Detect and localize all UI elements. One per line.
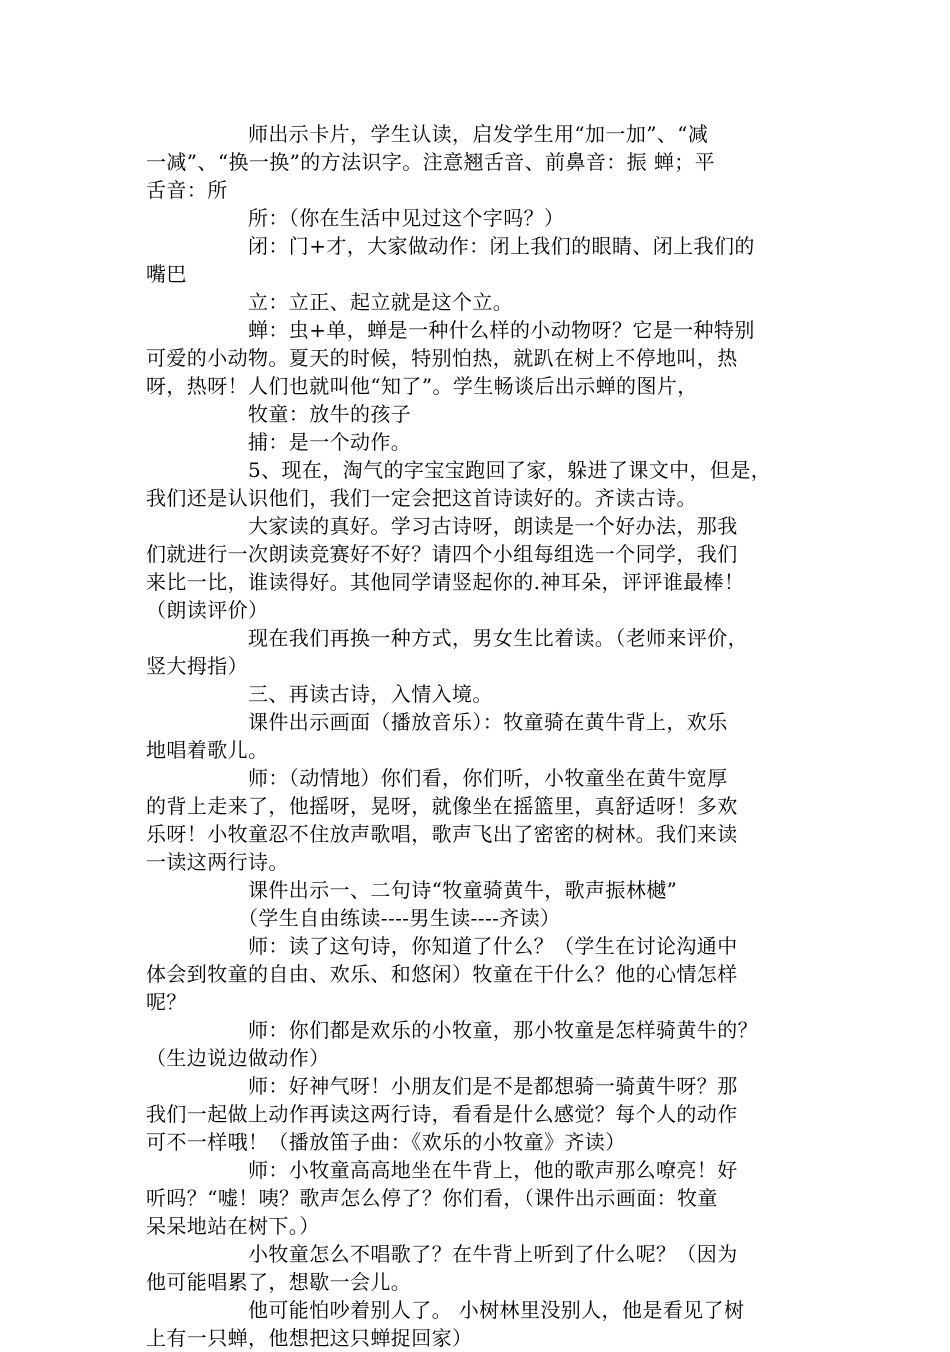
paragraph-line: （学生自由练读----男生读----齐读） bbox=[146, 906, 561, 930]
paragraph bbox=[146, 1156, 816, 1240]
paragraph-line: 可爱的小动物。夏天的时候，特别怕热，就趴在树上不停地叫，热 bbox=[146, 346, 738, 370]
paragraph-line: 我们还是认识他们，我们一定会把这首诗读好的。齐读古诗。 bbox=[146, 486, 697, 510]
paragraph-line: 所：（你在生活中见过这个字吗？） bbox=[146, 206, 565, 230]
paragraph bbox=[146, 316, 816, 400]
paragraph-line: 三、再读古诗，入情入境。 bbox=[146, 682, 493, 706]
paragraph-line: 舌音：所 bbox=[146, 178, 228, 202]
paragraph-line: 呢？ bbox=[146, 990, 187, 1014]
paragraph-line: 可不一样哦！（播放笛子曲：《欢乐的小牧童》齐读） bbox=[146, 1130, 626, 1154]
paragraph bbox=[146, 624, 816, 680]
paragraph bbox=[146, 708, 816, 764]
paragraph-line: 嘴巴 bbox=[146, 262, 187, 286]
paragraph-line: 师：（动情地）你们看，你们听，小牧童坐在黄牛宽厚 bbox=[146, 766, 728, 790]
paragraph-line: 捕：是一个动作。 bbox=[146, 430, 412, 454]
paragraph bbox=[146, 512, 816, 624]
paragraph-line: 师出示卡片，学生认读，启发学生用“加一加”、“减 bbox=[146, 122, 709, 146]
paragraph-line: 来比一比，谁读得好。其他同学请竖起你的.神耳朵，评评谁最棒！ bbox=[146, 570, 745, 594]
paragraph-line: 听吗？“嘘！咦？歌声怎么停了？你们看，（课件出示画面：牧童 bbox=[146, 1186, 718, 1210]
paragraph-line: 竖大拇指） bbox=[146, 654, 248, 678]
paragraph bbox=[146, 400, 816, 428]
paragraph-line: 牧童：放牛的孩子 bbox=[146, 402, 412, 426]
paragraph-line: 乐呀！小牧童忍不住放声歌唱，歌声飞出了密密的树林。我们来读 bbox=[146, 822, 738, 846]
paragraph-line: 闭：门+才，大家做动作：闭上我们的眼睛、闭上我们的 bbox=[146, 234, 755, 258]
paragraph bbox=[146, 232, 816, 288]
paragraph-line: 课件出示一、二句诗“牧童骑黄牛，歌声振林樾” bbox=[146, 878, 678, 902]
paragraph-line: 地唱着歌儿。 bbox=[146, 738, 269, 762]
paragraph-line: 师：小牧童高高地坐在牛背上，他的歌声那么嘹亮！好 bbox=[146, 1158, 738, 1182]
paragraph-line: 呀，热呀！人们也就叫他“知了”。学生畅谈后出示蝉的图片， bbox=[146, 374, 698, 398]
paragraph-line: 师：读了这句诗，你知道了什么？（学生在讨论沟通中 bbox=[146, 934, 738, 958]
paragraph-line: 蝉：虫+单，蝉是一种什么样的小动物呀？它是一种特别 bbox=[146, 318, 755, 342]
paragraph-line: 体会到牧童的自由、欢乐、和悠闲）牧童在干什么？他的心情怎样 bbox=[146, 962, 738, 986]
paragraph-line: 师：你们都是欢乐的小牧童，那小牧童是怎样骑黄牛的？ bbox=[146, 1018, 758, 1042]
paragraph bbox=[146, 120, 816, 204]
paragraph bbox=[146, 456, 816, 512]
paragraph bbox=[146, 1016, 816, 1072]
paragraph-line: 一减”、“换一换”的方法识字。注意翘舌音、前鼻音：振 蝉；平 bbox=[146, 150, 716, 174]
paragraph bbox=[146, 1240, 816, 1296]
paragraph-line: 课件出示画面（播放音乐）：牧童骑在黄牛背上，欢乐 bbox=[146, 710, 728, 734]
paragraph-line: 呆呆地站在树下。） bbox=[146, 1214, 320, 1238]
paragraph bbox=[146, 904, 816, 932]
paragraph-line: 他可能怕吵着别人了。 小树林里没别人，他是看见了树 bbox=[146, 1298, 745, 1322]
paragraph bbox=[146, 204, 816, 232]
paragraph-line: （生边说边做动作） bbox=[146, 1046, 330, 1070]
paragraph bbox=[146, 764, 816, 876]
paragraph bbox=[146, 1072, 816, 1156]
paragraph-line: 师：好神气呀！小朋友们是不是都想骑一骑黄牛呀？那 bbox=[146, 1074, 738, 1098]
paragraph-line: 他可能唱累了，想歇一会儿。 bbox=[146, 1270, 412, 1294]
paragraph-line: 5、现在，淘气的字宝宝跑回了家，躲进了课文中，但是， bbox=[146, 458, 772, 482]
paragraph-line: 现在我们再换一种方式，男女生比着读。（老师来评价， bbox=[146, 626, 748, 650]
paragraph-line: 们就进行一次朗读竞赛好不好？请四个小组每组选一个同学，我们 bbox=[146, 542, 738, 566]
paragraph-line: 小牧童怎么不唱歌了？在牛背上听到了什么呢？（因为 bbox=[146, 1242, 738, 1266]
paragraph-line: 的背上走来了，他摇呀，晃呀，就像坐在摇篮里，真舒适呀！多欢 bbox=[146, 794, 738, 818]
paragraph-line: （朗读评价） bbox=[146, 598, 269, 622]
paragraph bbox=[146, 288, 816, 316]
paragraph-line: 大家读的真好。学习古诗呀，朗读是一个好办法，那我 bbox=[146, 514, 738, 538]
paragraph bbox=[146, 680, 816, 708]
paragraph-line: 上有一只蝉，他想把这只蝉捉回家） bbox=[146, 1326, 473, 1350]
paragraph bbox=[146, 876, 816, 904]
paragraph bbox=[146, 428, 816, 456]
paragraph-line: 一读这两行诗。 bbox=[146, 850, 289, 874]
paragraph-line: 我们一起做上动作再读这两行诗，看看是什么感觉？每个人的动作 bbox=[146, 1102, 738, 1126]
paragraph-line: 立：立正、起立就是这个立。 bbox=[146, 290, 514, 314]
paragraph bbox=[146, 932, 816, 1016]
